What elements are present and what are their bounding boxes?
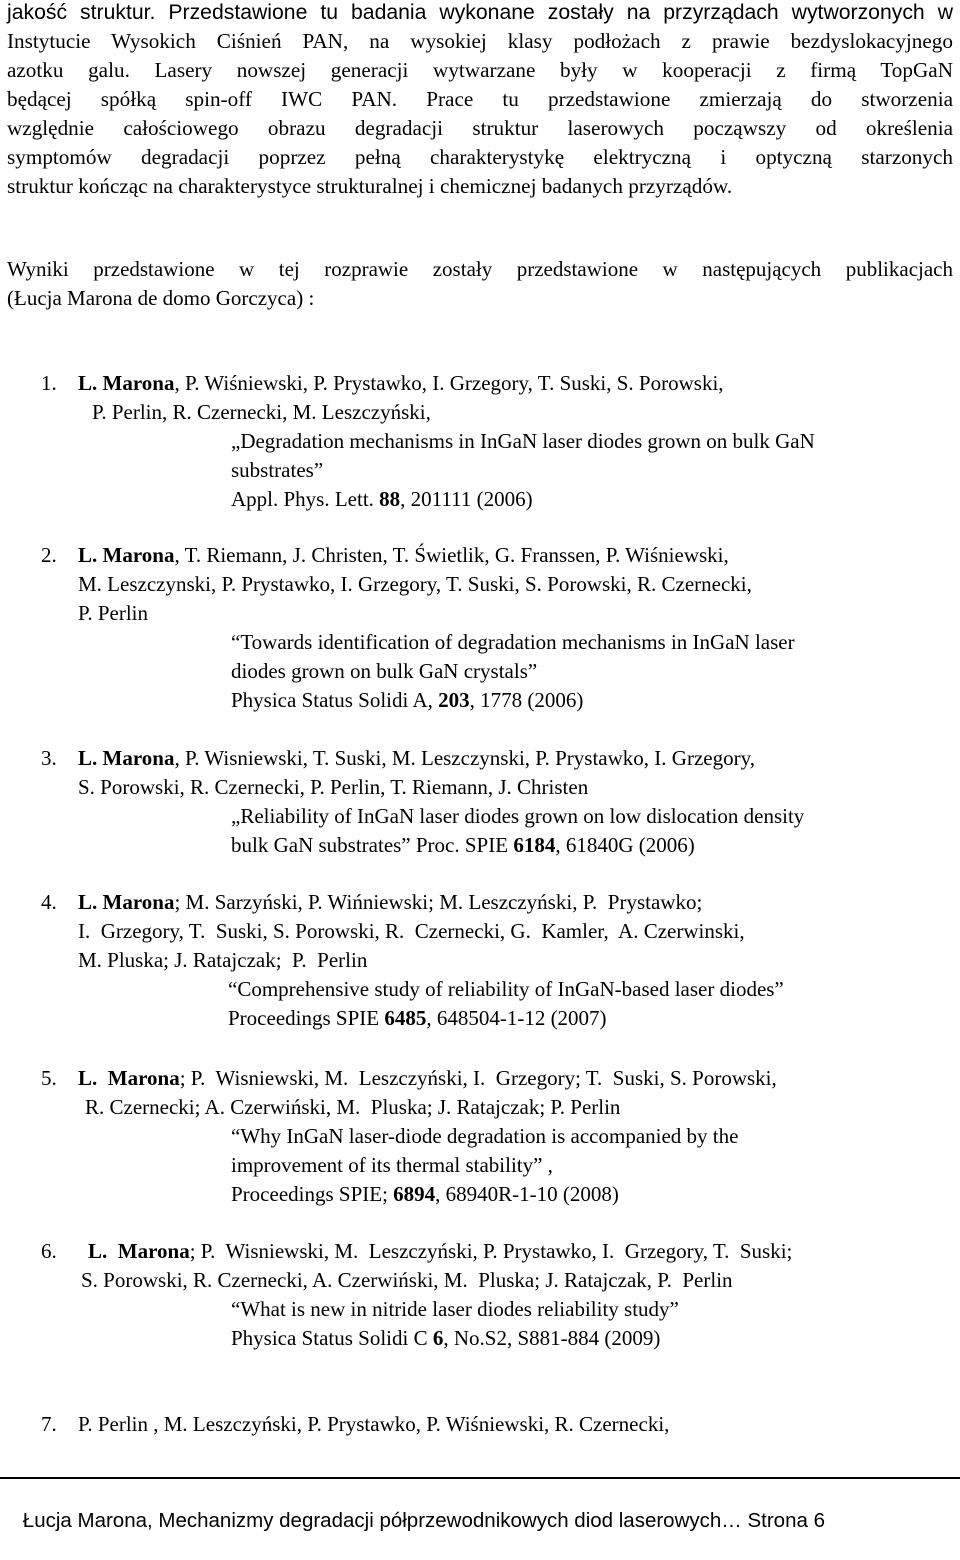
publication-line: Physica Status Solidi C 6, No.S2, S881-884 (2009)	[231, 1326, 661, 1350]
intro-line: symptomów degradacji poprzez pełną charakterystykę elektryczną i optyczną starzonych	[7, 145, 953, 169]
footer-text: Łucja Marona, Mechanizmy degradacji półprzewodnikowych diod laserowych… Strona 6	[22, 1509, 825, 1532]
publication-authors: P. Perlin , M. Leszczyński, P. Prystawko, P. Wiśniewski, R. Czernecki,	[78, 1412, 670, 1436]
publication-number: 7.	[41, 1412, 57, 1436]
publication-number: 6.	[41, 1239, 57, 1263]
footer-rule	[0, 1477, 960, 1479]
publication-line: “Towards identification of degradation mechanisms in InGaN laser	[231, 630, 795, 654]
publication-line: S. Porowski, R. Czernecki, P. Perlin, T. Riemann, J. Christen	[78, 775, 589, 799]
publication-line: diodes grown on bulk GaN crystals”	[231, 659, 538, 683]
publication-authors: L. Marona, P. Wisniewski, T. Suski, M. Leszczynski, P. Prystawko, I. Grzegory,	[78, 746, 755, 770]
publication-line: „Degradation mechanisms in InGaN laser diodes grown on bulk GaN	[231, 429, 815, 453]
publication-line: S. Porowski, R. Czernecki, A. Czerwiński, M. Pluska; J. Ratajczak, P. Perlin	[81, 1268, 733, 1292]
publication-line: “Comprehensive study of reliability of InGaN-based laser diodes”	[228, 977, 784, 1001]
publication-line: P. Perlin, R. Czernecki, M. Leszczyński,	[92, 400, 431, 424]
publication-authors: L. Marona, T. Riemann, J. Christen, T. Świetlik, G. Franssen, P. Wiśniewski,	[78, 543, 729, 567]
publication-line: Appl. Phys. Lett. 88, 201111 (2006)	[231, 487, 533, 511]
publication-line: „Reliability of InGaN laser diodes grown on low dislocation density	[231, 804, 805, 828]
publication-line: Proceedings SPIE; 6894, 68940R-1-10 (2008)	[231, 1182, 619, 1206]
publication-number: 5.	[41, 1066, 57, 1090]
publications-intro-line: Wyniki przedstawione w tej rozprawie zostały przedstawione w następujących publikacjach	[7, 257, 953, 281]
intro-line: Instytucie Wysokich Ciśnień PAN, na wysokiej klasy podłożach z prawie bezdyslokacyjnego	[7, 29, 953, 53]
publication-line: M. Leszczynski, P. Prystawko, I. Grzegory, T. Suski, S. Porowski, R. Czernecki,	[78, 572, 752, 596]
intro-line: struktur kończąc na charakterystyce strukturalnej i chemicznej badanych przyrządów.	[7, 174, 733, 198]
publication-line: substrates”	[231, 458, 324, 482]
publication-line: Proceedings SPIE 6485, 648504-1-12 (2007)	[228, 1006, 607, 1030]
publication-number: 3.	[41, 746, 57, 770]
publication-line: R. Czernecki; A. Czerwiński, M. Pluska; J. Ratajczak; P. Perlin	[85, 1095, 621, 1119]
intro-line: będącej spółką spin-off IWC PAN. Prace tu przedstawione zmierzają do stworzenia	[7, 87, 953, 111]
page-footer	[0, 1482, 960, 1560]
publication-line: Physica Status Solidi A, 203, 1778 (2006)	[231, 688, 584, 712]
publication-number: 1.	[41, 371, 57, 395]
publications-intro-line: (Łucja Marona de domo Gorczyca) :	[7, 286, 315, 310]
publication-line: P. Perlin	[78, 601, 149, 625]
intro-line: jakość struktur. Przedstawione tu badania wykonane zostały na przyrządach wytworzonych w	[7, 1, 953, 24]
publication-number: 4.	[41, 890, 57, 914]
publication-line: “What is new in nitride laser diodes reliability study”	[231, 1297, 679, 1321]
publication-authors: L. Marona; M. Sarzyński, P. Wińniewski; M. Leszczyński, P. Prystawko;	[78, 890, 703, 914]
publication-number: 2.	[41, 543, 57, 567]
publication-line: I. Grzegory, T. Suski, S. Porowski, R. Czernecki, G. Kamler, A. Czerwinski,	[78, 919, 745, 943]
publication-authors: L. Marona; P. Wisniewski, M. Leszczyński, P. Prystawko, I. Grzegory, T. Suski;	[88, 1239, 793, 1263]
publication-line: M. Pluska; J. Ratajczak; P. Perlin	[78, 948, 368, 972]
publication-line: “Why InGaN laser-diode degradation is accompanied by the	[231, 1124, 739, 1148]
intro-line: względnie całościowego obrazu degradacji struktur laserowych począwszy od określenia	[7, 116, 953, 140]
publication-line: improvement of its thermal stability” ,	[231, 1153, 553, 1177]
publication-authors: L. Marona, P. Wiśniewski, P. Prystawko, I. Grzegory, T. Suski, S. Porowski,	[78, 371, 724, 395]
publication-authors: L. Marona; P. Wisniewski, M. Leszczyński, I. Grzegory; T. Suski, S. Porowski,	[78, 1066, 777, 1090]
intro-line: azotku galu. Lasery nowszej generacji wytwarzane były w kooperacji z firmą TopGaN	[7, 58, 953, 82]
publication-line: bulk GaN substrates” Proc. SPIE 6184, 61840G (2006)	[231, 833, 695, 857]
